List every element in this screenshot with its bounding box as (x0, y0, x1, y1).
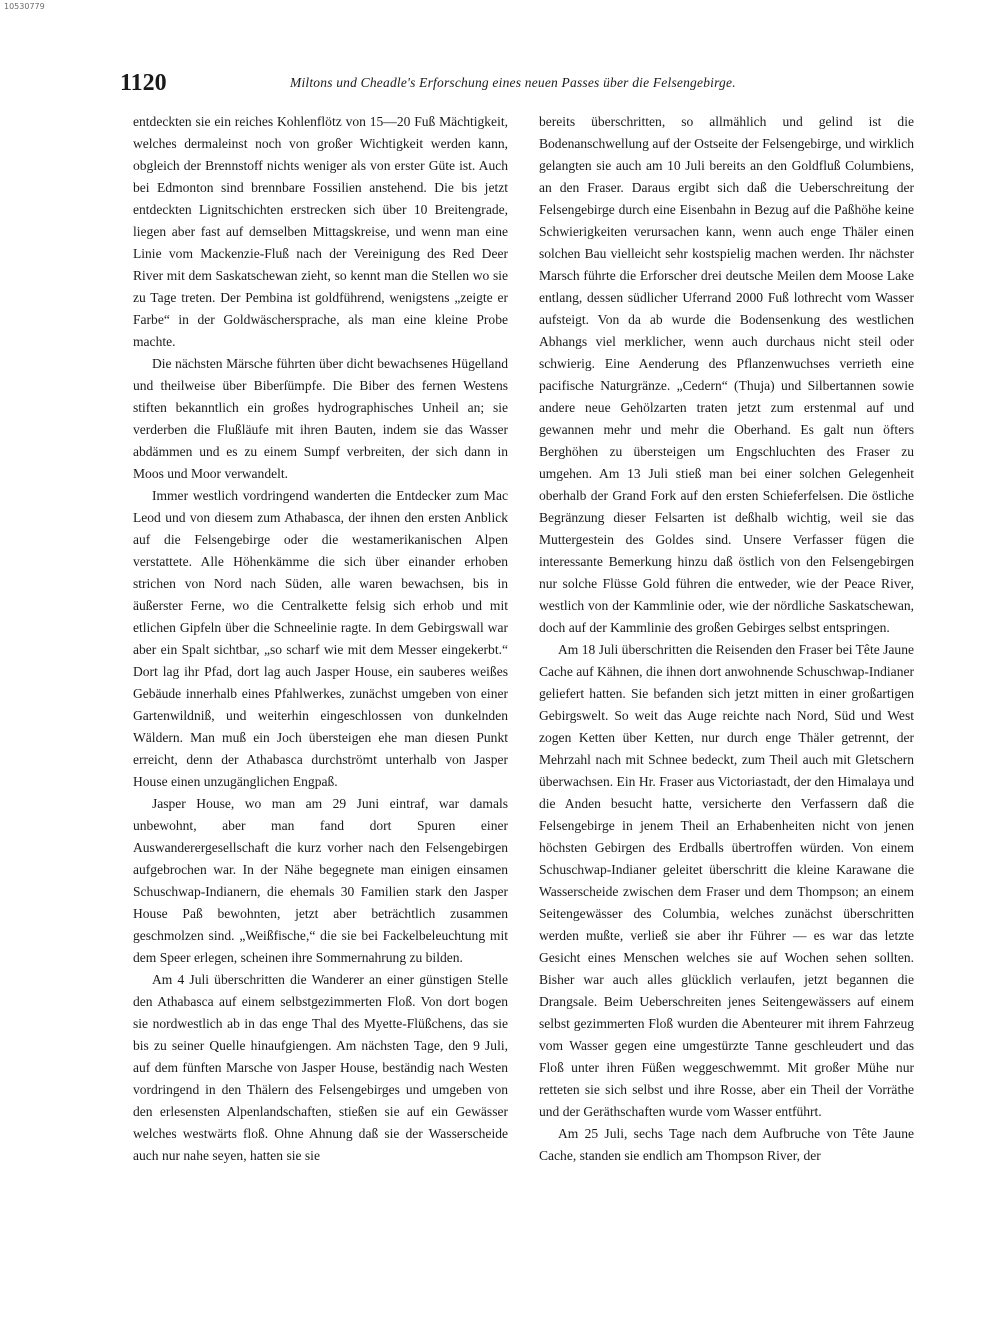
paragraph: Die nächsten Märsche führten über dicht bewachsenes Hügelland und theilweise über Biberſümpfe. Die Biber des fernen Westens stiften bekanntlich ein großes hydrographisches Unheil an; sie verderben die Flußläufe mit ihren Bauten, indem sie das Wasser abdämmen und es zu einem Sumpf verbreiten, der sich dann in Moos und Moor verwandelt. (133, 356, 508, 481)
paragraph: bereits überschritten, so allmählich und gelind ist die Bodenanschwellung auf der Ostseite der Felsengebirge, und wirklich gelangten sie auch am 10 Juli bereits an den Goldfluß Columbiens, an den Fraser. Daraus ergibt sich daß die Ueberschreitung der Felsengebirge durch eine Eisenbahn in Bezug auf die Paßhöhe keine Schwierigkeiten verursachen kann, wenn auch enge Thäler einen solchen Bau vielleicht sehr kostspielig machen werden. Ihr nächster Marsch führte die Erforscher drei deutsche Meilen dem Moose Lake entlang, dessen südlicher Uferrand 2000 Fuß lothrecht vom Wasser aufsteigt. Von da ab wurde die Bodensenkung des westlichen Abhangs viel merklicher, wenn auch durchaus nicht steil oder schwierig. Eine Aenderung des Pflanzenwuchses verrieth eine pacifische Naturgränze. „Cedern“ (Thuja) und Silbertannen sowie andere neue Gehölzarten traten jetzt zum erstenmal auf und gewannen mehr und mehr die Oberhand. Es galt nun öfters Berghöhen zu übersteigen um Engschluchten des Fraser zu umgehen. Am 13 Juli stieß man bei einer solchen Gelegenheit oberhalb der Grand Fork auf den ersten Schieferfelsen. Die östliche Begränzung dieser Felsarten ist deßhalb wichtig, weil sie das Muttergestein des Goldes sind. Unsere Verfasser fügen die interessante Bemerkung hinzu daß östlich von den Felsengebirgen nur solche Flüsse Gold führen die entweder, wie der Peace River, westlich von der Kammlinie oder, wie der nördliche Saskatschewan, doch auf der Kammlinie des großen Gebirges selbst entspringen. (539, 114, 914, 635)
paragraph: Am 4 Juli überschritten die Wanderer an einer günstigen Stelle den Athabasca auf einem selbstgezimmerten Floß. Von dort bogen sie nordwestlich ab in das enge Thal des Myette-Flüßchens, das sie bis zu seiner Quelle hinaufgiengen. Am nächsten Tage, den 9 Juli, auf dem fünften Marsche von Jasper House, beständig nach Westen vordringend in den Thälern des Felsengebirges und umgeben von den erlesensten Alpenlandschaften, stießen sie auf ein Gewässer welches westwärts floß. Ohne Ahnung daß sie der Wasserscheide auch nur nahe seyen, hatten sie sie (133, 972, 508, 1163)
paragraph: Jasper House, wo man am 29 Juni eintraf, war damals unbewohnt, aber man fand dort Spuren einer Auswanderergesellschaft die kurz vorher nach den Felsengebirgen aufgebrochen war. In der Nähe begegnete man einigen einsamen Schuschwap-Indianern, die ehemals 30 Familien stark den Jasper House Paß bewohnten, jetzt aber beträchtlich zusammen geschmolzen sind. „Weißfische,“ die sie bei Fackelbeleuchtung mit dem Speer erlegen, scheinen ihre Sommernahrung zu bilden. (133, 796, 508, 965)
paragraph: entdeckten sie ein reiches Kohlenflötz von 15—20 Fuß Mächtigkeit, welches dermaleinst noch von großer Wichtigkeit werden kann, obgleich der Brennstoff nichts weniger als von erster Güte ist. Auch bei Edmonton sind brennbare Fossilien anstehend. Die bis jetzt entdeckten Lignitschichten erstrecken sich über 10 Breitengrade, liegen aber fast auf demselben Mittagskreise, und wenn man eine Linie vom Mackenzie-Fluß nach der Vereinigung des Red Deer River mit dem Saskatschewan zieht, so kennt man die Stellen wo sie zu Tage treten. Der Pembina ist goldführend, wenigstens „zeigte er Farbe“ in der Goldwäschersprache, als man eine kleine Probe machte. (133, 114, 508, 349)
text-column-right (539, 111, 914, 1167)
running-title: Miltons und Cheadle's Erforschung eines neuen Passes über die Felsengebirge. (290, 75, 736, 90)
text-column-left (133, 111, 508, 1167)
paragraph: Am 18 Juli überschritten die Reisenden den Fraser bei Tête Jaune Cache auf Kähnen, die ihnen dort anwohnende Schuschwap-Indianer geliefert hatten. Sie befanden sich jetzt mitten in einer großartigen Gebirgswelt. So weit das Auge reichte nach Nord, Süd und West zogen Ketten über Ketten, nur durch enge Thäler getrennt, der Mehrzahl nach mit Schnee bedeckt, zum Theil auch mit Gletschern überwachsen. Ein Hr. Fraser aus Victoriastadt, der den Himalaya und die Anden besucht hatte, versicherte den Verfassern daß die Felsengebirge in jenem Theil an Erhabenheiten nicht von jenen höchsten Gebirgen des Erdballs übertroffen würden. Von einem Schuschwap-Indianer geleitet überschritt die kleine Karawane die Wasserscheide zwischen dem Fraser und dem Thompson; an einem Seitengewässer des Columbia, welches zunächst überschritten werden mußte, verließ sie aber ihr Führer — es war das letzte Gesicht eines Menschen welches sie auf Wochen sehen sollten. Bisher war auch alles glücklich verlaufen, jetzt begannen die Drangsale. Beim Ueberschreiten jenes Seitengewässers auf einem selbst gezimmerten Floß wurden die Abenteurer mit ihrem Fahrzeug vom Wasser gegen eine umgestürzte Tanne geschleudert und das Floß unter ihren Füßen weggeschwemmt. Mit großer Mühe nur retteten sie sich selbst und ihre Rosse, aber ein Theil der Vorräthe und der Geräthschaften wurde vom Wasser entführt. (539, 642, 914, 1119)
scan-id-label: 10530779 (4, 2, 45, 11)
page-number: 1120 (120, 70, 167, 96)
paragraph: Immer westlich vordringend wanderten die Entdecker zum Mac Leod und von diesem zum Athabasca, der ihnen den ersten Anblick auf die Felsengebirge oder die westamerikanischen Alpen verstattete. Alle Höhenkämme die sich über einander erhoben strichen von Nord nach Süden, alle waren bewachsen, bis in äußerster Ferne, wo die Centralkette felsig sich erhob und mit etlichen Gipfeln über die Schneelinie ragte. In dem Gebirgswall war aber ein Spalt sichtbar, „so scharf wie mit dem Messer eingekerbt.“ Dort lag ihr Pfad, dort lag auch Jasper House, ein sauberes weißes Gebäude innerhalb eines Pfahlwerkes, zunächst umgeben von einer Gartenwildniß, und weiterhin eingeschlossen von dunkelnden Wäldern. Man muß ein Joch übersteigen ehe man diesen Punkt erreicht, denn der Athabasca durchströmt unterhalb von Jasper House einen unzugänglichen Engpaß. (133, 488, 508, 789)
paragraph: Am 25 Juli, sechs Tage nach dem Aufbruche von Tête Jaune Cache, standen sie endlich am Thompson River, der (539, 1126, 914, 1163)
